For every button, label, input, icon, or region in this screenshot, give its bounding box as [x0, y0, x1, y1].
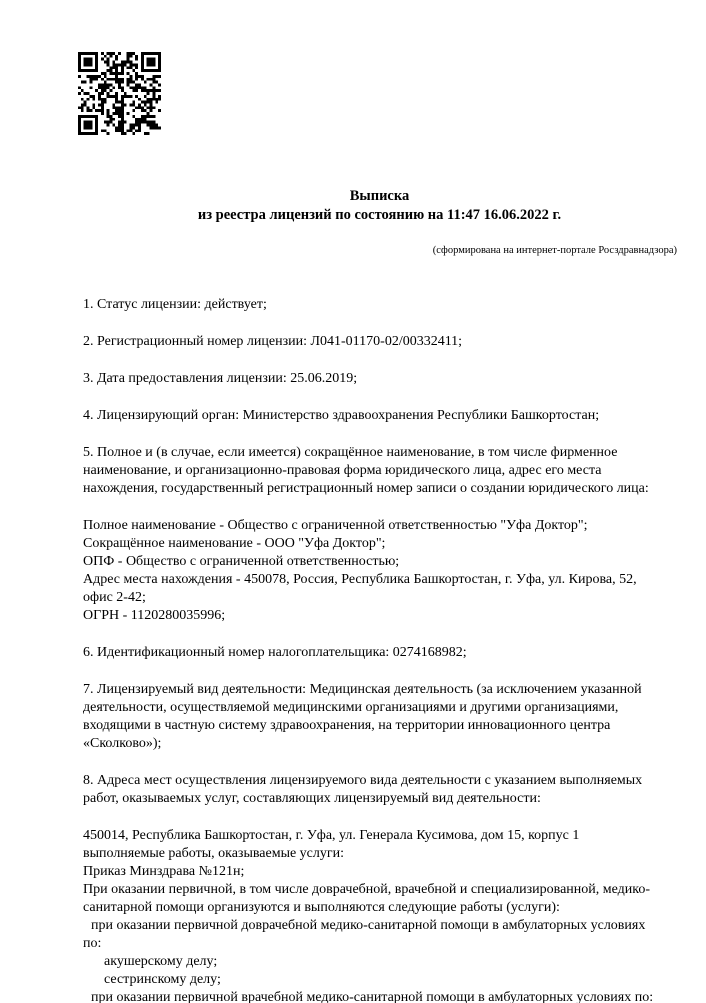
org-legal-form: ОПФ - Общество с ограниченной ответственностью;: [83, 554, 400, 569]
org-ogrn: ОГРН - 1120280035996;: [83, 608, 226, 623]
item-addresses-intro: 8. Адреса мест осуществления лицензируемого вида деятельности с указанием выполняемых работ, оказываемых услуг, составляющих лицензируемый вид деятельности:: [83, 773, 643, 806]
qr-code: [78, 52, 161, 135]
formed-note: (сформирована на интернет-портале Росздравнадзора): [432, 245, 677, 256]
midwifery-line: акушерскому делу;: [104, 954, 218, 969]
title-line-1: Выписка: [349, 188, 410, 204]
ministry-order: Приказ Минздрава №121н;: [83, 864, 245, 879]
medical-care-line: при оказании первичной врачебной медико-санитарной помощи в амбулаторных условиях по:: [91, 990, 654, 1003]
works-services-label: выполняемые работы, оказываемые услуги:: [83, 846, 345, 861]
item-organization-intro: 5. Полное и (в случае, если имеется) сокращённое наименование, в том числе фирменное наименование, и организационно-правовая форма юридического лица, адрес его места нахождения, государственный регистрационный номер записи о создании юридического лица:: [83, 445, 649, 496]
item-taxpayer-number: 6. Идентификационный номер налогоплательщика: 0274168982;: [83, 645, 467, 660]
org-short-name: Сокращённое наименование - ООО "Уфа Доктор";: [83, 536, 386, 551]
activity-address: 450014, Республика Башкортостан, г. Уфа, ул. Генерала Кусимова, дом 15, корпус 1: [83, 828, 580, 843]
document-body: [83, 296, 661, 1003]
item-license-status: 1. Статус лицензии: действует;: [83, 297, 267, 312]
item-licensing-authority: 4. Лицензирующий орган: Министерство здравоохранения Республики Башкортостан;: [83, 408, 600, 423]
org-address: Адрес места нахождения - 450078, Россия, Республика Башкортостан, г. Уфа, ул. Кирова, 52, офис 2-42;: [83, 572, 637, 605]
pre-medical-care-line: при оказании первичной доврачебной медико-санитарной помощи в амбулаторных условиях по:: [83, 918, 646, 951]
item-licensed-activity: 7. Лицензируемый вид деятельности: Медицинская деятельность (за исключением указанной деятельности, осуществляемой медицинскими организациями и другими организациями, входящими в частную систему здравоохранения, на территории инновационного центра «Сколково»);: [83, 682, 642, 751]
address-works-block: [83, 827, 661, 1003]
document-title: [83, 187, 676, 225]
org-full-name: Полное наименование - Общество с ограниченной ответственностью "Уфа Доктор";: [83, 518, 588, 533]
item-registration-number: 2. Регистрационный номер лицензии: Л041-01170-02/00332411;: [83, 334, 463, 349]
item-grant-date: 3. Дата предоставления лицензии: 25.06.2019;: [83, 371, 358, 386]
qr-code-image: [78, 52, 161, 135]
organization-details-block: [83, 517, 661, 625]
title-line-2: из реестра лицензий по состоянию на 11:47 16.06.2022 г.: [197, 207, 562, 223]
primary-care-intro: При оказании первичной, в том числе доврачебной, врачебной и специализированной, медико-санитарной помощи организуются и выполняются следующие работы (услуги):: [83, 882, 651, 915]
nursing-line: сестринскому делу;: [104, 972, 221, 987]
